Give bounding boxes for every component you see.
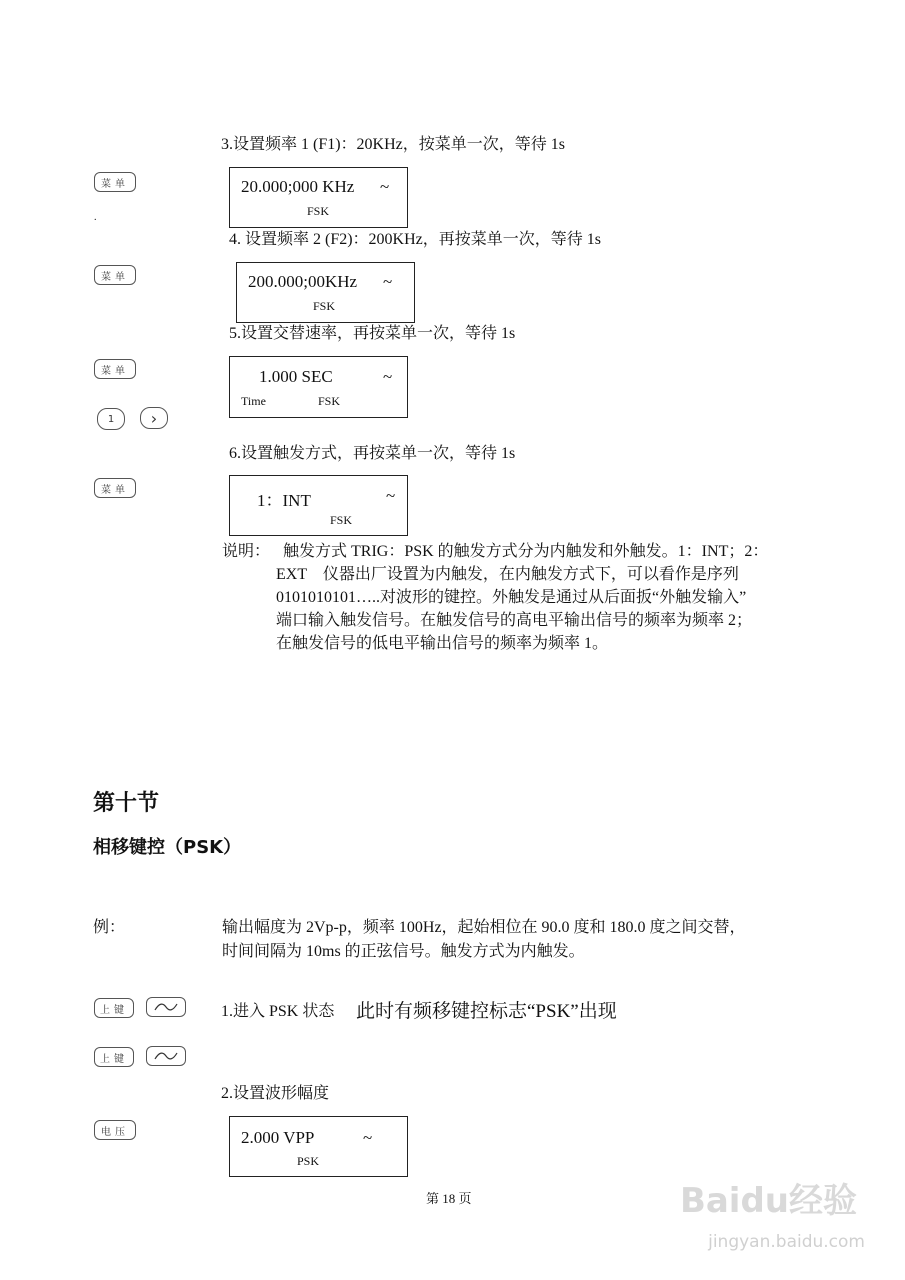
lcd-mode: FSK (318, 394, 341, 408)
sine-wave-icon (153, 1001, 179, 1013)
baidu-watermark-url: jingyan.baidu.com (708, 1232, 865, 1252)
lcd-display-rate (229, 356, 408, 418)
wave-key[interactable] (146, 1046, 186, 1066)
up-key[interactable]: 上键 (94, 1047, 134, 1067)
lcd-value: 200.000;00KHz (248, 272, 358, 291)
step-6-text: 6.设置触发方式，再按菜单一次，等待 1s (229, 445, 516, 462)
wave-key[interactable] (146, 997, 186, 1017)
example-line: 时间间隔为 10ms 的正弦信号。触发方式为内触发。 (222, 943, 585, 960)
note-line: 在触发信号的低电平输出信号的频率为频率 1。 (276, 635, 609, 652)
lcd-label: Time (241, 394, 266, 408)
note-label: 说明： (222, 543, 271, 560)
section-title: 第十节 (93, 791, 160, 816)
lcd-mode: PSK (297, 1154, 320, 1168)
lcd-display-trig (229, 475, 408, 536)
lcd-value: 20.000;000 KHz (241, 177, 355, 196)
lcd-mode: FSK (313, 299, 336, 313)
step-3-text: 3.设置频率 1 (F1)：20KHz，按菜单一次，等待 1s (221, 136, 565, 153)
sine-wave-icon (153, 1050, 179, 1062)
note-line: 0101010101…..对波形的键控。外触发是通过从后面扳“外触发输入” (276, 589, 747, 606)
menu-key[interactable]: 菜单 (94, 265, 136, 285)
lcd-tilde: ~ (383, 272, 393, 291)
note-line: EXT 仪器出厂设置为内触发，在内触发方式下，可以看作是序列 (276, 566, 739, 583)
lcd-tilde: ~ (380, 177, 390, 196)
lcd-mode: FSK (307, 204, 330, 218)
lcd-value: 2.000 VPP (241, 1128, 315, 1147)
baidu-watermark-logo: Baidu经验 (679, 1181, 857, 1221)
page-number: 第 18 页 (426, 1191, 472, 1206)
step-4-text: 4. 设置频率 2 (F2)：200KHz，再按菜单一次，等待 1s (229, 231, 601, 248)
note-line: 触发方式 TRIG：PSK 的触发方式分为内触发和外触发。1：INT；2： (283, 543, 769, 560)
step-5-text: 5.设置交替速率，再按菜单一次，等待 1s (229, 325, 516, 342)
example-label: 例： (93, 919, 126, 936)
note-line: 端口输入触发信号。在触发信号的高电平输出信号的频率为频率 2； (276, 612, 753, 629)
menu-key[interactable]: 菜单 (94, 172, 136, 192)
voltage-key[interactable]: 电压 (94, 1120, 136, 1140)
up-key[interactable]: 上键 (94, 998, 134, 1018)
lcd-display-f1 (229, 167, 408, 228)
lcd-display-amp (229, 1116, 408, 1177)
lcd-mode: FSK (330, 513, 353, 527)
lcd-display-f2 (236, 262, 415, 323)
lcd-tilde: ~ (363, 1128, 373, 1147)
psk-step-2-text: 2.设置波形幅度 (221, 1085, 330, 1102)
menu-key[interactable]: 菜单 (94, 359, 136, 379)
digit-1-key[interactable]: 1 (97, 408, 125, 430)
psk-step-1-note: 此时有频移键控标志“PSK”出现 (356, 1001, 617, 1022)
lcd-tilde: ~ (383, 367, 393, 386)
menu-key[interactable]: 菜单 (94, 478, 136, 498)
right-arrow-key[interactable]: › (140, 407, 168, 429)
example-line: 输出幅度为 2Vp-p，频率 100Hz，起始相位在 90.0 度和 180.0 度之间交替， (222, 919, 746, 936)
psk-step-1-text: 1.进入 PSK 状态 (221, 1003, 335, 1020)
lcd-value: 1：INT (257, 491, 311, 510)
lcd-tilde: ~ (386, 486, 396, 505)
stray-dot: . (94, 212, 97, 223)
lcd-value: 1.000 SEC (259, 367, 333, 386)
section-subtitle: 相移键控（PSK） (93, 837, 242, 858)
